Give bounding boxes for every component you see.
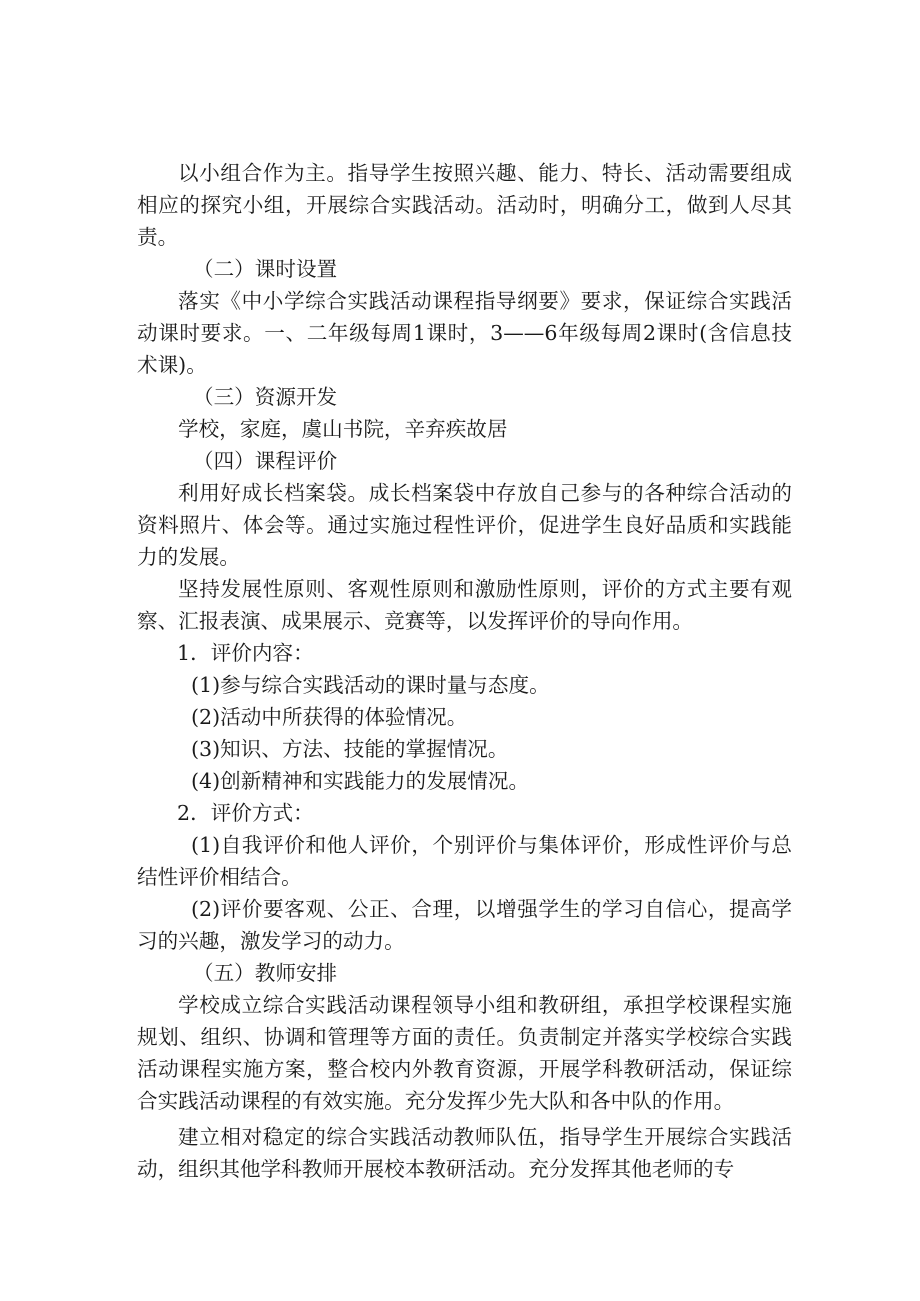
list-item: (4)创新精神和实践能力的发展情况。	[191, 769, 530, 793]
paragraph-class-hours: 落实《中小学综合实践活动课程指导纲要》要求，保证综合实践活动课时要求。一、二年级每周1课时，3——6年级每周2课时(含信息技术课)。	[137, 289, 792, 377]
list-item: (1)参与综合实践活动的课时量与态度。	[191, 673, 550, 697]
list-item: (3)知识、方法、技能的掌握情况。	[191, 737, 509, 761]
paragraph-evaluation-principles: 坚持发展性原则、客观性原则和激励性原则，评价的方式主要有观察、汇报表演、成果展示、竞赛等，以发挥评价的导向作用。	[137, 577, 792, 633]
heading-evaluation-method: 2．评价方式：	[177, 801, 314, 825]
paragraph-resources: 学校，家庭，虞山书院，辛弃疾故居	[178, 417, 508, 441]
paragraph-teacher-team: 建立相对稳定的综合实践活动教师队伍，指导学生开展综合实践活动，组织其他学科教师开展校本教研活动。充分发挥其他老师的专	[137, 1125, 792, 1181]
list-item: (2)活动中所获得的体验情况。	[191, 705, 468, 729]
heading-teacher-arrangement: （五）教师安排	[193, 961, 338, 985]
list-item: (2)评价要客观、公正、合理，以增强学生的学习自信心，提高学习的兴趣，激发学习的动力。	[137, 897, 792, 953]
paragraph-growth-portfolio: 利用好成长档案袋。成长档案袋中存放自己参与的各种综合活动的资料照片、体会等。通过实施过程性评价，促进学生良好品质和实践能力的发展。	[137, 481, 792, 569]
heading-course-evaluation: （四）课程评价	[193, 449, 338, 473]
heading-evaluation-content: 1．评价内容：	[177, 641, 314, 665]
paragraph-leadership-group: 学校成立综合实践活动课程领导小组和教研组，承担学校课程实施规划、组织、协调和管理等方面的责任。负责制定并落实学校综合实践活动课程实施方案，整合校内外教育资源，开展学科教研活动，保证综合实践活动课程的有效实施。充分发挥少先大队和各中队的作用。	[137, 993, 792, 1113]
paragraph-group-work: 以小组合作为主。指导学生按照兴趣、能力、特长、活动需要组成相应的探究小组，开展综合实践活动。活动时，明确分工，做到人尽其责。	[137, 161, 792, 249]
document-body	[137, 157, 792, 1185]
list-item: (1)自我评价和他人评价，个别评价与集体评价，形成性评价与总结性评价相结合。	[137, 833, 792, 889]
heading-class-hours: （二）课时设置	[193, 257, 338, 281]
heading-resource-development: （三）资源开发	[193, 385, 338, 409]
